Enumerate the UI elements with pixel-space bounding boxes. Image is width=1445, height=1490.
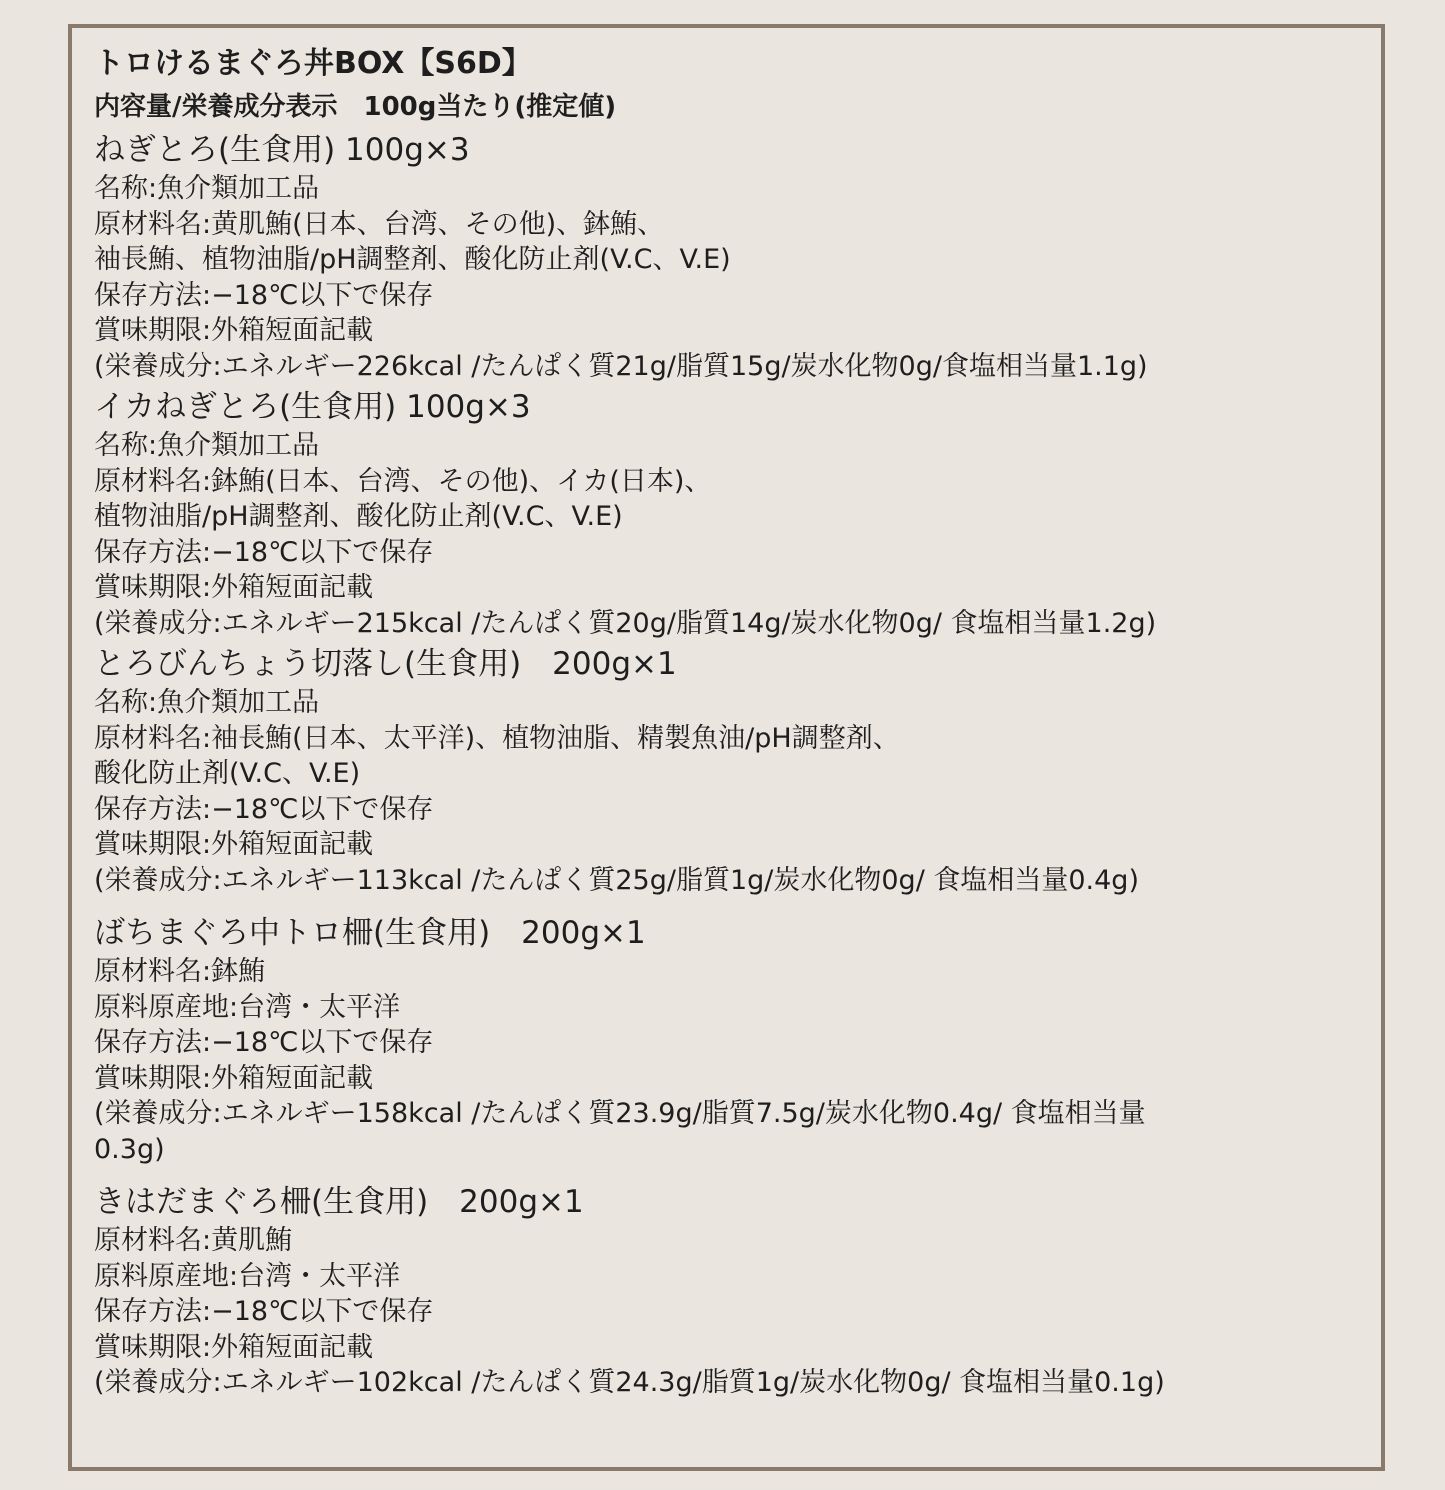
product-title: ばちまぐろ中トロ柵(生食用) 200g×1 (94, 915, 646, 951)
product-line: 原材料名:鉢鮪(日本、台湾、その他)、イカ(日本)、 (94, 465, 712, 497)
product-title: とろびんちょう切落し(生食用) 200g×1 (94, 646, 677, 682)
product-title: ねぎとろ(生食用) 100g×3 (94, 132, 470, 168)
product-line: 保存方法:−18℃以下で保存 (94, 1296, 434, 1327)
nutrition-line: (栄養成分:エネルギー226kcal /たんぱく質21g/脂質15g/炭水化物0g/食塩相当量1.1g) (94, 350, 1148, 382)
product-title: きはだまぐろ柵(生食用) 200g×1 (94, 1184, 584, 1220)
product-torobincho (94, 643, 1363, 898)
box-title: トロけるまぐろ丼BOX【S6D】 (94, 46, 532, 81)
product-line: 原材料名:袖長鮪(日本、太平洋)、植物油脂、精製魚油/pH調整剤、 (94, 722, 900, 754)
product-line: 名称:魚介類加工品 (94, 687, 320, 718)
nutrition-line: (栄養成分:エネルギー215kcal /たんぱく質20g/脂質14g/炭水化物0g/ 食塩相当量1.2g) (94, 607, 1157, 639)
product-line: 賞味期限:外箱短面記載 (94, 1331, 374, 1363)
product-line: 袖長鮪、植物油脂/pH調整剤、酸化防止剤(V.C、V.E) (94, 244, 731, 275)
product-title: イカねぎとろ(生食用) 100g×3 (94, 389, 531, 425)
product-line: 保存方法:−18℃以下で保存 (94, 1027, 434, 1058)
product-line: 保存方法:−18℃以下で保存 (94, 536, 434, 568)
product-line: 酸化防止剤(V.C、V.E) (94, 758, 361, 789)
product-ika-negitoro (94, 386, 1363, 641)
product-line: 原料原産地:台湾・太平洋 (94, 1260, 401, 1292)
product-line: 原材料名:黄肌鮪(日本、台湾、その他)、鉢鮪、 (94, 208, 665, 240)
product-line: 賞味期限:外箱短面記載 (94, 572, 374, 603)
product-line: 保存方法:−18℃以下で保存 (94, 279, 434, 311)
product-negitoro (94, 129, 1363, 384)
label-content (94, 41, 1363, 1401)
product-kihada (94, 1181, 1363, 1401)
nutrition-line: (栄養成分:エネルギー102kcal /たんぱく質24.3g/脂質1g/炭水化物0g/ 食塩相当量0.1g) (94, 1367, 1165, 1398)
nutrition-line-cont: 0.3g) (94, 1133, 165, 1165)
product-line: 賞味期限:外箱短面記載 (94, 1062, 374, 1094)
product-line: 賞味期限:外箱短面記載 (94, 829, 374, 860)
product-line: 原料原産地:台湾・太平洋 (94, 991, 401, 1023)
product-line: 名称:魚介類加工品 (94, 430, 320, 461)
product-bachi-chutoro (94, 912, 1363, 1167)
product-line: 原材料名:黄肌鮪 (94, 1225, 293, 1256)
nutrition-line: (栄養成分:エネルギー158kcal /たんぱく質23.9g/脂質7.5g/炭水化物0.4g/ 食塩相当量 (94, 1098, 1146, 1129)
label-frame (68, 24, 1385, 1471)
product-line: 原材料名:鉢鮪 (94, 956, 266, 987)
product-line: 植物油脂/pH調整剤、酸化防止剤(V.C、V.E) (94, 501, 623, 532)
product-line: 名称:魚介類加工品 (94, 173, 320, 204)
nutrition-line: (栄養成分:エネルギー113kcal /たんぱく質25g/脂質1g/炭水化物0g/ 食塩相当量0.4g) (94, 864, 1139, 896)
nutrition-subtitle: 内容量/栄養成分表示 100g当たり(推定値) (94, 92, 617, 122)
product-line: 保存方法:−18℃以下で保存 (94, 793, 434, 825)
product-line: 賞味期限:外箱短面記載 (94, 315, 374, 346)
